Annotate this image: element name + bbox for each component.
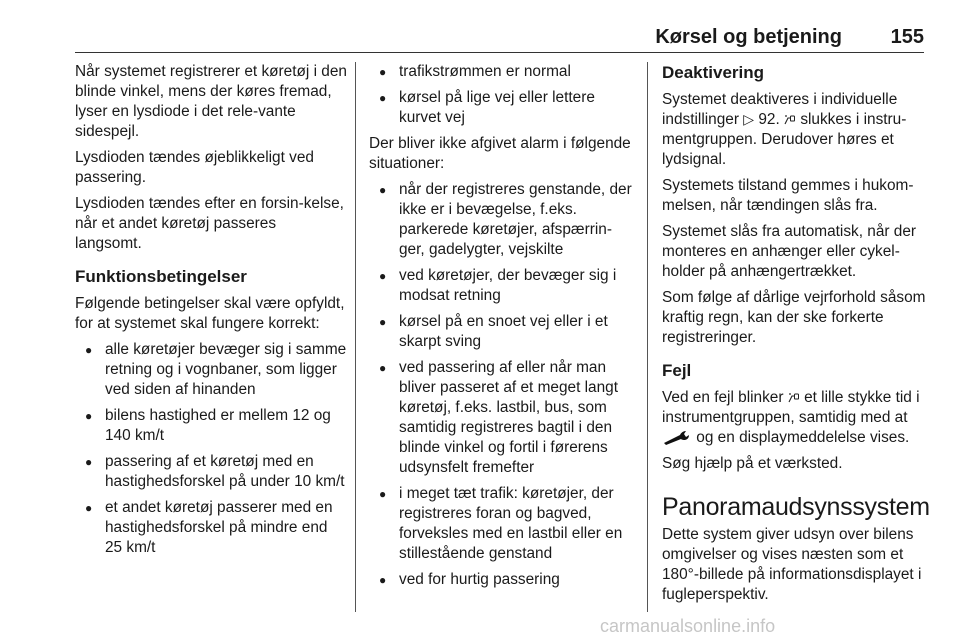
wrench-icon: [662, 429, 692, 445]
list-item: ● ved for hurtig passering: [369, 570, 637, 590]
bullet-list: [369, 62, 637, 128]
list-item: ● trafikstrømmen er normal: [369, 62, 637, 82]
list-item: ● ved køretøjer, der bevæger sig i modsat retning: [369, 266, 637, 306]
section-heading-deaktivering: Deaktivering: [662, 63, 765, 82]
column-middle: [369, 62, 637, 596]
column-left: [75, 62, 347, 564]
reference-arrow-icon: ▷: [743, 112, 755, 128]
list-item: ● passering af et køretøj med en hastighedsforskel på under 10 km/t: [75, 452, 347, 492]
paragraph: Lysdioden tændes øjeblikkeligt ved passering.: [75, 149, 314, 186]
list-item: ● kørsel på en snoet vej eller i et skarpt sving: [369, 312, 637, 352]
page-header: [0, 24, 960, 54]
list-item: ● kørsel på lige vej eller lettere kurvet vej: [369, 88, 637, 128]
section-heading-funktionsbetingelser: Funktionsbetingelser: [75, 267, 247, 286]
header-title: Kørsel og betjening: [655, 26, 842, 48]
list-item: ● i meget tæt trafik: køretøjer, der registreres foran og bagved, forveksles med en lastbil eller en stillestående genstand: [369, 484, 637, 564]
list-item: ● alle køretøjer bevæger sig i samme retning og i vognbaner, som ligger ved siden af hinanden: [75, 340, 347, 400]
bullet-list: [369, 180, 637, 590]
paragraph: Dette system giver udsyn over bilens omgivelser og vises næsten som et 180°-billede på informationsdisplayet i fugleperspektiv.: [662, 526, 922, 603]
section-title-panoramaudsynssystem: Panoramaudsynssystem: [662, 493, 930, 521]
column-right: [662, 62, 932, 611]
column-divider: [647, 62, 648, 612]
blind-spot-warning-icon: [788, 391, 800, 403]
paragraph: Systemet deaktiveres i individuelle indstillinger ▷ 92. slukkes i instru-mentgruppen. Derudover høres et lydsignal.: [662, 91, 907, 168]
paragraph: Følgende betingelser skal være opfyldt, for at systemet skal fungere korrekt:: [75, 295, 345, 332]
paragraph: Systemet slås fra automatisk, når der monteres en anhænger eller cykel-holder på anhængertrækket.: [662, 223, 917, 280]
bullet-list: [75, 340, 347, 558]
header-rule: [75, 52, 924, 53]
column-divider: [355, 62, 356, 612]
page-number: 155: [890, 26, 924, 48]
paragraph: Søg hjælp på et værksted.: [662, 455, 843, 472]
paragraph: Der bliver ikke afgivet alarm i følgende situationer:: [369, 135, 631, 172]
section-heading-fejl: Fejl: [662, 361, 692, 380]
list-item: ● et andet køretøj passerer med en hastighedsforskel på mindre end 25 km/t: [75, 498, 347, 558]
list-item: ● bilens hastighed er mellem 12 og 140 km/t: [75, 406, 347, 446]
paragraph: Lysdioden tændes efter en forsin-kelse, når et andet køretøj passeres langsomt.: [75, 195, 344, 252]
list-item: ● når der registreres genstande, der ikke er i bevægelse, f.eks. parkerede køretøjer, afspærrin-ger, gadelygter, vejskilte: [369, 180, 637, 260]
list-item: ● ved passering af eller når man bliver passeret af et meget langt køretøj, f.eks. lastbil, bus, som samtidig registreres bagtil i den blinde vinkel og fortil i førerens udsynsfelt fremefter: [369, 358, 637, 478]
paragraph: Som følge af dårlige vejrforhold såsom kraftig regn, kan der ske forkerte registreringer.: [662, 289, 926, 346]
page-reference[interactable]: 92.: [758, 111, 780, 128]
paragraph: Systemets tilstand gemmes i hukom-melsen, når tændingen slås fra.: [662, 177, 914, 214]
blind-spot-warning-icon: [784, 113, 796, 125]
paragraph: Når systemet registrerer et køretøj i den blinde vinkel, mens der køres fremad, lyser en lysdiode i det rele-vante sidespejl.: [75, 63, 347, 140]
paragraph: Ved en fejl blinker et lille stykke tid i instrumentgruppen, samtidig med at og en displaymeddelelse vises.: [662, 389, 920, 446]
watermark: carmanualsonline.info: [600, 616, 776, 636]
